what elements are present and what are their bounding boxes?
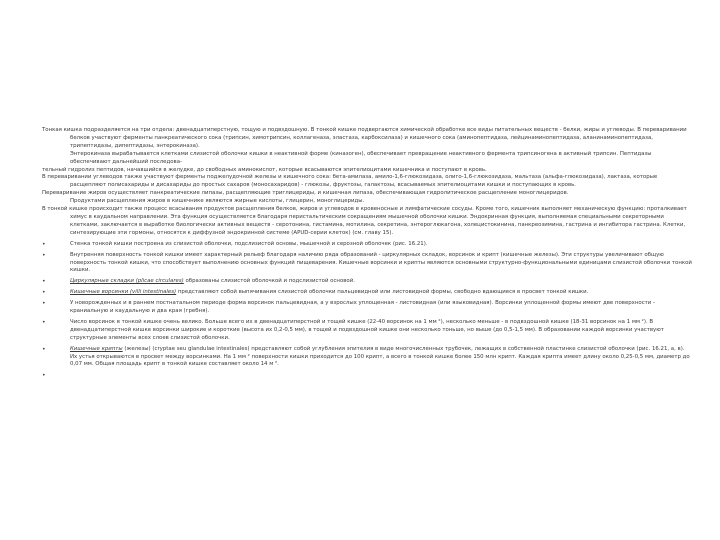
term-description: образованы слизистой оболочкой и подслизистой основой.	[183, 278, 355, 285]
list-item	[42, 346, 692, 370]
term-intestinal-villi: Кишечные ворсинки (villi intestinales)	[70, 289, 177, 296]
term-intestinal-crypts: Кишечные крипты	[70, 345, 123, 352]
bullet-icon: •	[42, 240, 46, 248]
paragraph-carbohydrate-digestion: В переваривании углеводов также участвуют ферменты поджелудочной железы и кишечного сока: бета-амилаза, амило-1,6-глюкозидаза, олиго-1,6-глюкозидаза, мальтаза (альфа-глюкозидаза), лактаза, которые расщепляют полисахариды и дисахариды до простых сахаров (моносахаридов) - глюкозы, фруктозы, галактозы, всасываемых эпителиоцитами кишки и поступающих в кровь.	[42, 174, 658, 189]
bullet-icon: •	[42, 251, 46, 259]
bullet-icon: •	[42, 318, 46, 326]
list-item-text: Число ворсинок в тонкой кишке очень велико. Больше всего их в двенадцатиперстной и тощей кишке (22-40 ворсинок на 1 мм ²), несколько меньше - в подвздошной кишке (18-31 ворсинок на 1 мм ²). В двенадцатиперстной кишке ворсинки широкие и короткие (высота их 0,2-0,5 мм), в тощей и подвздошной кишке они несколько тоньше, но выше (до 0,5-1,5 мм). В образовании каждой ворсинки участвуют структурные элементы всех слоев слизистой оболочки.	[70, 318, 664, 341]
bullet-icon: •	[42, 345, 46, 353]
paragraph-enterokinase: Энтерокиназа вырабатывается клетками слизистой оболочки кишки в неактивной форме (киназоген), обеспечивает превращение неактивного фермента трипсиногена в активный трипсин. Пептидазы обеспечивают дальнейший последова-	[70, 150, 652, 165]
bullet-icon: •	[42, 289, 46, 297]
list-item-text: У новорожденных и в раннем постнатальном периоде форма ворсинок пальцевидная, а у взрослых уплощенная - листовидная (или языковидная). Ворсинки уплощенной формы имеют две поверхности - краниальную и каудальную и два края (гребня).	[70, 300, 655, 315]
list-item-text: Стенка тонкой кишки построена из слизистой оболочки, подслизистой основы, мышечной и серозной оболочек (рис. 16.21).	[70, 240, 428, 247]
list-item	[42, 319, 692, 343]
bullet-icon: •	[42, 300, 46, 308]
paragraph-fat-digestion: Переваривание жиров осуществляет панкреатические липазы, расщепляющие триглицериды, и кишечная липаза, обеспечивающая гидролитическое расщепление моноглицеридов.	[42, 190, 569, 197]
list-item	[42, 252, 692, 276]
bullet-icon: •	[42, 372, 46, 380]
list-item	[42, 241, 692, 249]
list-item-text: Внутренняя поверхность тонкой кишки имеет характерный рельеф благодаря наличию ряда образований - циркулярных складок, ворсинок и крипт (кишечные железы). Эти структуры увеличивают общую поверхность тонкой кишки, что способствует выполнению основных функций пищеварения. Кишечные ворсинки и крипты являются основными структурно-функциональными единицами слизистой оболочки тонкой кишки.	[70, 251, 692, 274]
list-item	[42, 300, 692, 316]
paragraph-small-intestine-intro: Тонкая кишка подразделяется на три отдела: двенадцатиперстную, тощую и подвздошную. В тонкой кишке подвергаются химической обработке все виды питательных веществ - белки, жиры и углеводы. В переваривании белков участвуют ферменты панкреатического сока (трипсин, химотрипсин, коллагеназа, эластаза, карбоксилаза) и кишечного сока (аминопептидаза, лейцинаминопептидаза, аланинаминопептидаза, трипептидазы, дипептидазы, энтерокиназа).	[42, 127, 687, 149]
list-item	[42, 278, 692, 286]
paragraph-fat-products: Продуктами расщепления жиров в кишечнике являются жирные кислоты, глицерин, моноглицериды.	[70, 198, 365, 205]
list-item	[42, 289, 692, 297]
paragraph-peptide-hydrolysis: тельный гидролиз пептидов, начавшийся в желудке, до свободных аминокислот, которые всасываются эпителиоцитами кишечника и поступают в кровь.	[42, 166, 487, 173]
paragraph-absorption-functions: В тонкой кишке происходит также процесс всасывания продуктов расщепления белков, жиров и углеводов в кровеносные и лимфатические сосуды. Кроме того, кишечник выполняет механическую функцию: проталкивает химус в каудальном направлении. Эта функция осуществляется благодаря перистальтическим сокращениям мышечной оболочки кишки. Эндокринная функция, выполняемая специальными секреторными клетками, заключается в выработке биологически активных веществ - серотонина, гистамина, мотилина, секретина, энтероглюкагона, холецистокинина, панкреозимина, гастрина и ингибитора гастрина. Клетки, синтезирующие эти гормоны, относятся к диффузной эндокринной системе (APUD-серии клеток) (см. главу 15).	[42, 206, 687, 236]
bullet-icon: •	[42, 278, 46, 286]
term-description: (железы) (cryptae seu glandulae intestinales) представляют собой углубления эпителия в виде многочисленных трубочек, лежащих в собственной пластинке слизистой оболочки (рис. 16.21, а, в). Их устья открываются в просвет между ворсинками. На 1 мм ² поверхности кишки приходится до 100 крипт, а всего в тонкой кишке более 150 млн крипт. Каждая крипта имеет длину около 0,25-0,5 мм, диаметр до 0,07 мм. Общая площадь крипт в тонкой кишке составляет около 14 м ².	[70, 345, 690, 368]
list-item-text	[70, 278, 692, 286]
list-item-text	[70, 346, 692, 370]
document-body	[42, 127, 692, 380]
term-description: представляют собой выпячивания слизистой оболочки пальцевидной или листовидной формы, свободно вдающиеся в просвет тонкой кишки.	[176, 289, 589, 296]
list-item-text	[70, 289, 692, 297]
term-circular-folds: Циркулярные складки (plicae circulares)	[70, 278, 184, 285]
